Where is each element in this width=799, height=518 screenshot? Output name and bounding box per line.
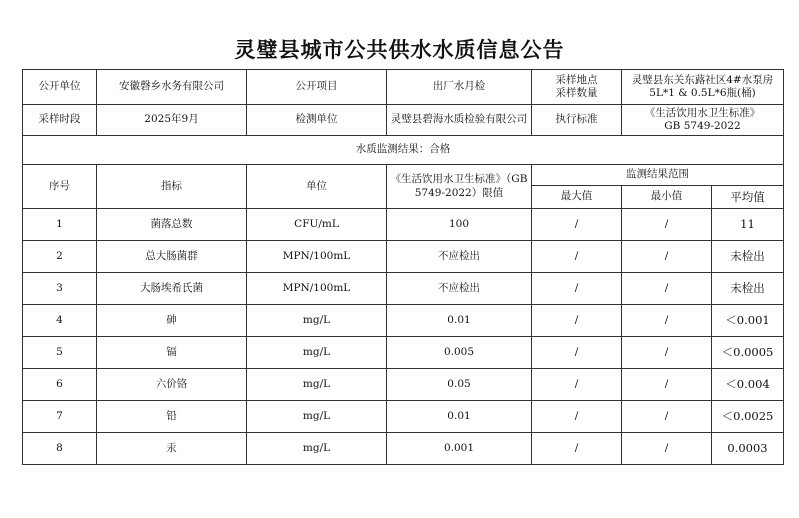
cell-max: /: [532, 273, 622, 305]
cell-no: 7: [23, 401, 97, 433]
cell-avg: ＜0.0005: [712, 337, 784, 369]
cell-max: /: [532, 401, 622, 433]
item-label: 公开项目: [247, 70, 387, 105]
result-row: [23, 136, 784, 165]
cell-avg: 未检出: [712, 241, 784, 273]
std-value-line-2: GB 5749-2022: [664, 120, 741, 132]
cell-unit: CFU/mL: [247, 209, 387, 241]
info-row-2: [23, 105, 784, 136]
cell-min: /: [622, 433, 712, 465]
lab-label: 检测单位: [247, 105, 387, 136]
cell-avg: 0.0003: [712, 433, 784, 465]
page-title: 灵璧县城市公共供水水质信息公告: [234, 37, 565, 62]
cell-max: /: [532, 337, 622, 369]
cell-max: /: [532, 209, 622, 241]
cell-unit: mg/L: [247, 337, 387, 369]
table-row: [23, 337, 784, 369]
cell-limit: 0.005: [387, 337, 532, 369]
table-row: [23, 241, 784, 273]
cell-min: /: [622, 369, 712, 401]
cell-limit: 0.01: [387, 305, 532, 337]
cell-unit: MPN/100mL: [247, 273, 387, 305]
cell-indicator: 六价铬: [97, 369, 247, 401]
cell-no: 8: [23, 433, 97, 465]
cell-avg: 11: [712, 209, 784, 241]
cell-limit: 0.001: [387, 433, 532, 465]
table-row: [23, 305, 784, 337]
cell-min: /: [622, 273, 712, 305]
header-range: 监测结果范围: [532, 165, 784, 186]
cell-limit: 不应检出: [387, 273, 532, 305]
cell-max: /: [532, 369, 622, 401]
cell-no: 2: [23, 241, 97, 273]
cell-max: /: [532, 433, 622, 465]
cell-indicator: 大肠埃希氏菌: [97, 273, 247, 305]
header-row-1: [23, 165, 784, 186]
header-avg: 平均值: [712, 186, 784, 209]
cell-no: 5: [23, 337, 97, 369]
cell-limit: 100: [387, 209, 532, 241]
header-limit: 《生活饮用水卫生标准》（GB 5749-2022）限值: [387, 165, 532, 209]
cell-avg: ＜0.004: [712, 369, 784, 401]
site-label-line-2: 采样数量: [555, 87, 598, 99]
header-no: 序号: [23, 165, 97, 209]
unit-value: 安徽磬乡水务有限公司: [97, 70, 247, 105]
cell-no: 1: [23, 209, 97, 241]
cell-min: /: [622, 241, 712, 273]
cell-unit: mg/L: [247, 433, 387, 465]
cell-max: /: [532, 305, 622, 337]
header-max: 最大值: [532, 186, 622, 209]
cell-indicator: 镉: [97, 337, 247, 369]
cell-avg: ＜0.001: [712, 305, 784, 337]
cell-limit: 不应检出: [387, 241, 532, 273]
header-min: 最小值: [622, 186, 712, 209]
site-label: [532, 70, 622, 105]
cell-max: /: [532, 241, 622, 273]
cell-limit: 0.05: [387, 369, 532, 401]
table-row: [23, 273, 784, 305]
cell-min: /: [622, 305, 712, 337]
time-label: 采样时段: [23, 105, 97, 136]
item-value: 出厂水月检: [387, 70, 532, 105]
cell-avg: 未检出: [712, 273, 784, 305]
cell-min: /: [622, 209, 712, 241]
table-row: [23, 369, 784, 401]
cell-unit: mg/L: [247, 369, 387, 401]
cell-unit: mg/L: [247, 401, 387, 433]
cell-avg: ＜0.0025: [712, 401, 784, 433]
std-value: [622, 105, 784, 136]
water-quality-table: [22, 69, 784, 465]
table-row: [23, 433, 784, 465]
unit-label: 公开单位: [23, 70, 97, 105]
cell-unit: mg/L: [247, 305, 387, 337]
header-unit: 单位: [247, 165, 387, 209]
cell-indicator: 汞: [97, 433, 247, 465]
lab-value: 灵璧县碧海水质检验有限公司: [387, 105, 532, 136]
cell-unit: MPN/100mL: [247, 241, 387, 273]
cell-no: 6: [23, 369, 97, 401]
site-label-line-1: 采样地点: [555, 73, 598, 86]
cell-no: 3: [23, 273, 97, 305]
result-text: 水质监测结果：合格: [23, 136, 784, 165]
cell-min: /: [622, 337, 712, 369]
cell-indicator: 总大肠菌群: [97, 241, 247, 273]
cell-indicator: 菌落总数: [97, 209, 247, 241]
site-value: 灵璧县东关东蕗社区4#水泵房 5L*1 & 0.5L*6瓶(桶): [622, 70, 784, 105]
info-row-1: [23, 70, 784, 105]
cell-limit: 0.01: [387, 401, 532, 433]
cell-min: /: [622, 401, 712, 433]
cell-no: 4: [23, 305, 97, 337]
cell-indicator: 砷: [97, 305, 247, 337]
std-label: 执行标准: [532, 105, 622, 136]
table-row: [23, 401, 784, 433]
cell-indicator: 铅: [97, 401, 247, 433]
std-value-line-1: 《生活饮用水卫生标准》: [644, 106, 761, 119]
header-indicator: 指标: [97, 165, 247, 209]
table-row: [23, 209, 784, 241]
time-value: 2025年9月: [97, 105, 247, 136]
